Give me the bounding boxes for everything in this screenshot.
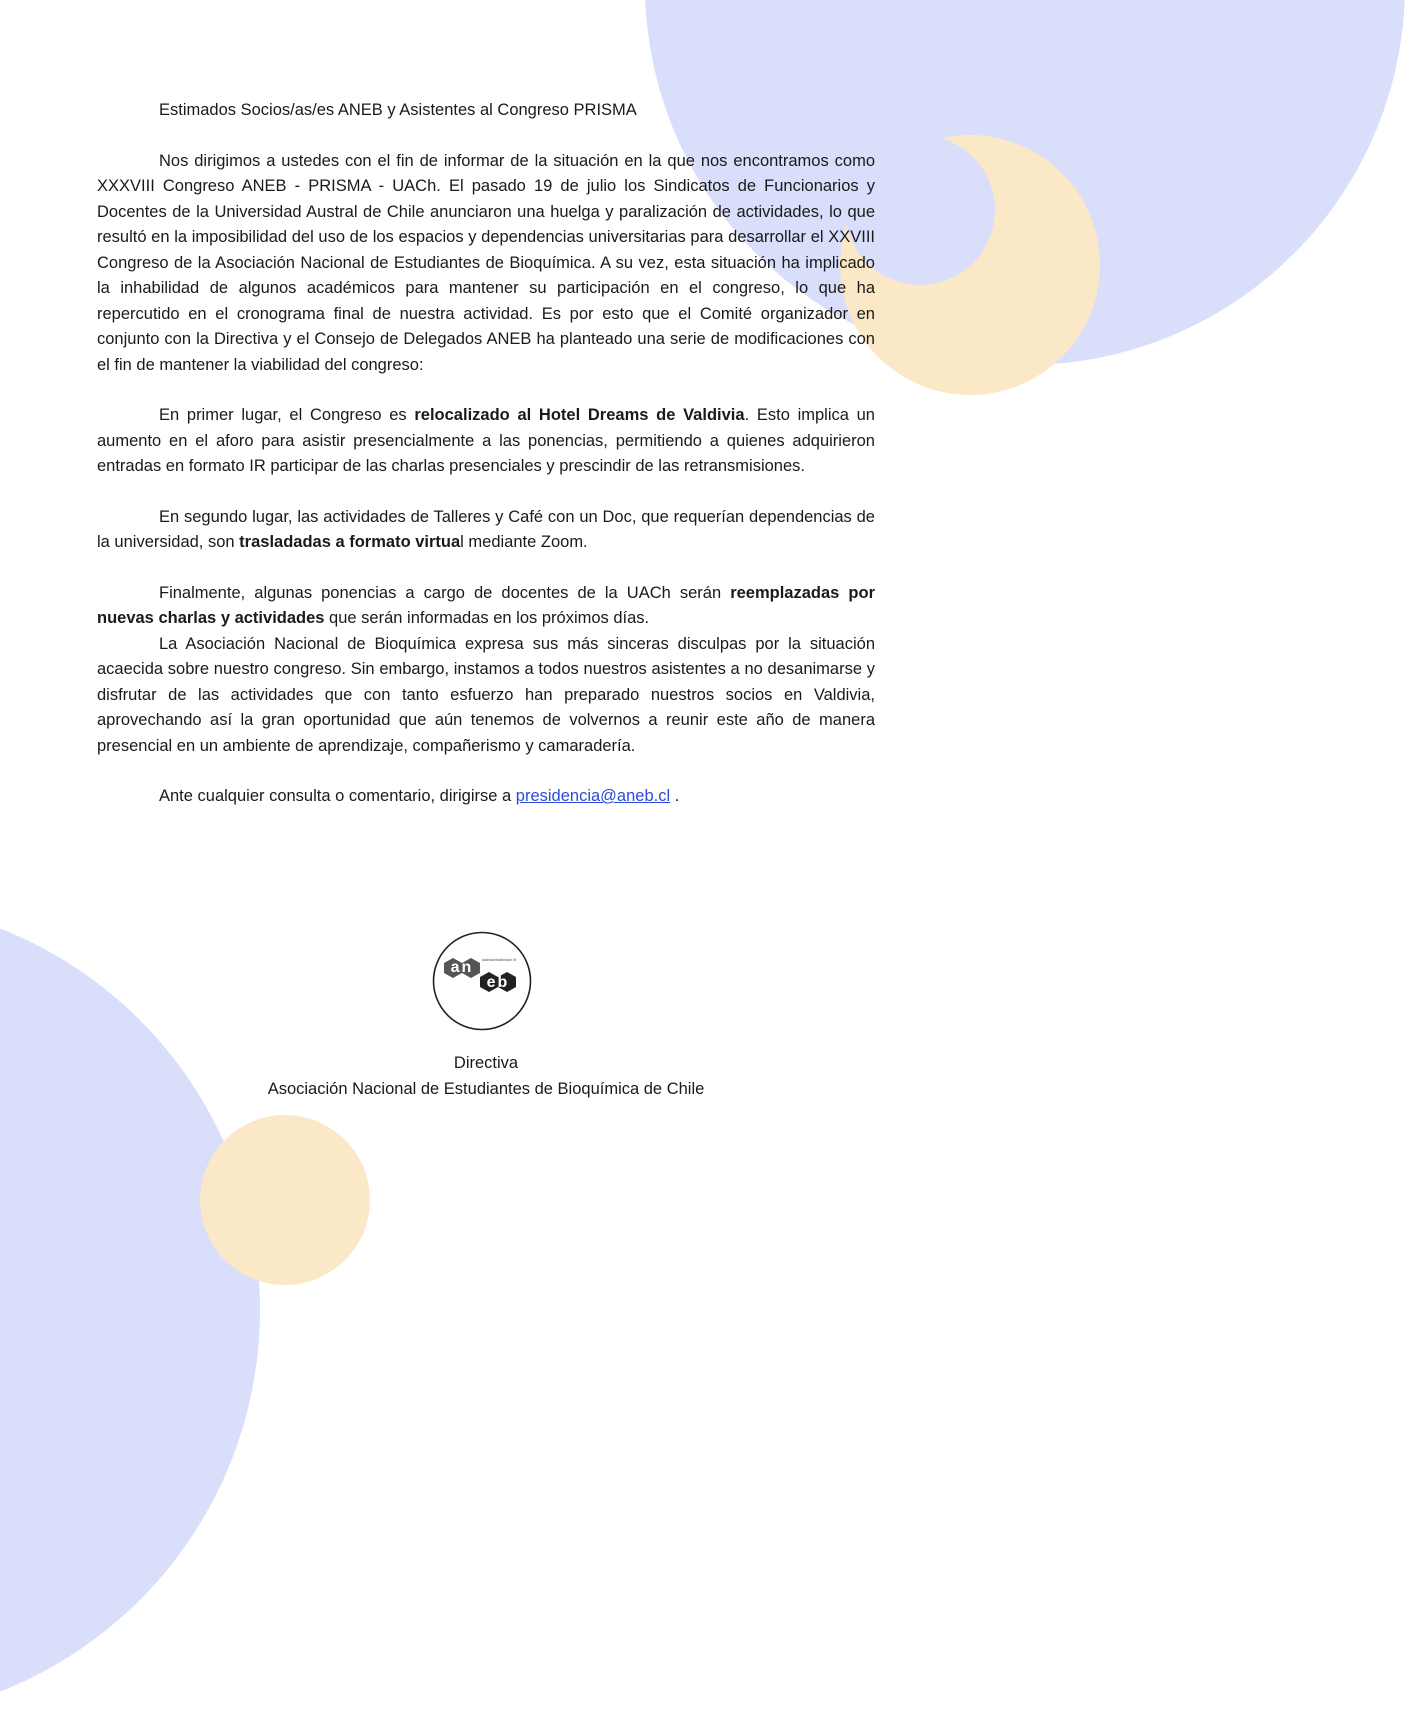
signature <box>97 1050 875 1102</box>
text: que serán informadas en los próximos días. <box>324 609 650 627</box>
decor-circle-peach-bottom <box>200 1115 370 1285</box>
logo-small-text: Asociación Nacional de Estudiantes de Bioquímica · Chile <box>482 958 517 962</box>
paragraph-relocation <box>97 403 875 480</box>
aneb-logo <box>432 931 532 1031</box>
bold-text: reemplazadas por nuevas charlas y actividades <box>97 583 875 627</box>
paragraph-replacement <box>97 581 875 632</box>
bold-text: relocalizado al Hotel Dreams de Valdivia <box>414 406 745 424</box>
text: . Esto implica un aumento en el aforo para asistir presencialmente a las ponencias, permitiendo a quienes adquirieron entradas en formato IR participar de las charlas presenciales y prescindir de las retransmisiones. <box>97 406 875 475</box>
decor-circle-bottom-left <box>0 900 260 1720</box>
logo-letters-bottom: eb <box>486 974 510 991</box>
salutation: Estimados Socios/as/es ANEB y Asistentes al Congreso PRISMA <box>159 101 637 119</box>
signature-role: Directiva <box>453 1054 519 1072</box>
paragraph-situation: Nos dirigimos a ustedes con el fin de informar de la situación en la que nos encontramos como XXXVIII Congreso ANEB - PRISMA - UACh. El pasado 19 de julio los Sindicatos de Funcionarios y Docentes de la Universidad Austral de Chile anunciaron una huelga y paralización de actividades, lo que resultó en la imposibilidad del uso de los espacios y dependencias universitarias para desarrollar el XXVIII Congreso de la Asociación Nacional de Estudiantes de Bioquímica. A su vez, esta situación ha implicado la inhabilidad de algunos académicos para mantener su participación en el congreso, lo que ha repercutido en el cronograma final de nuestra actividad. Es por esto que el Comité organizador en conjunto con la Directiva y el Consejo de Delegados ANEB ha planteado una serie de modificaciones con el fin de mantener la viabilidad del congreso: <box>97 151 875 374</box>
text: l mediante Zoom. <box>460 533 588 551</box>
text: En segundo lugar, las actividades de Talleres y Café con un Doc, que requerían dependencias de la universidad, son <box>97 507 875 551</box>
text: En primer lugar, el Congreso es <box>159 406 415 424</box>
signature-organization: Asociación Nacional de Estudiantes de Bioquímica de Chile <box>267 1080 705 1098</box>
paragraph-contact <box>97 784 875 810</box>
paragraph-apology: La Asociación Nacional de Bioquímica expresa sus más sinceras disculpas por la situación acaecida sobre nuestro congreso. Sin embargo, instamos a todos nuestros asistentes a no desanimarse y disfrutar de las actividades que con tanto esfuerzo han preparado nuestros socios en Valdivia, aprovechando así la gran oportunidad que aún tenemos de volvernos a reunir este año de manera presencial en un ambiente de aprendizaje, compañerismo y camaradería. <box>97 634 875 755</box>
bold-text: trasladadas a formato virtua <box>239 533 461 551</box>
text: . <box>670 787 680 805</box>
paragraph-virtual <box>97 505 875 556</box>
email-link[interactable]: presidencia@aneb.cl <box>515 787 671 805</box>
letter-body <box>97 98 875 810</box>
logo-letters-top: an <box>450 959 474 976</box>
text: Ante cualquier consulta o comentario, dirigirse a <box>159 787 516 805</box>
text: Finalmente, algunas ponencias a cargo de docentes de la UACh serán <box>159 583 731 602</box>
